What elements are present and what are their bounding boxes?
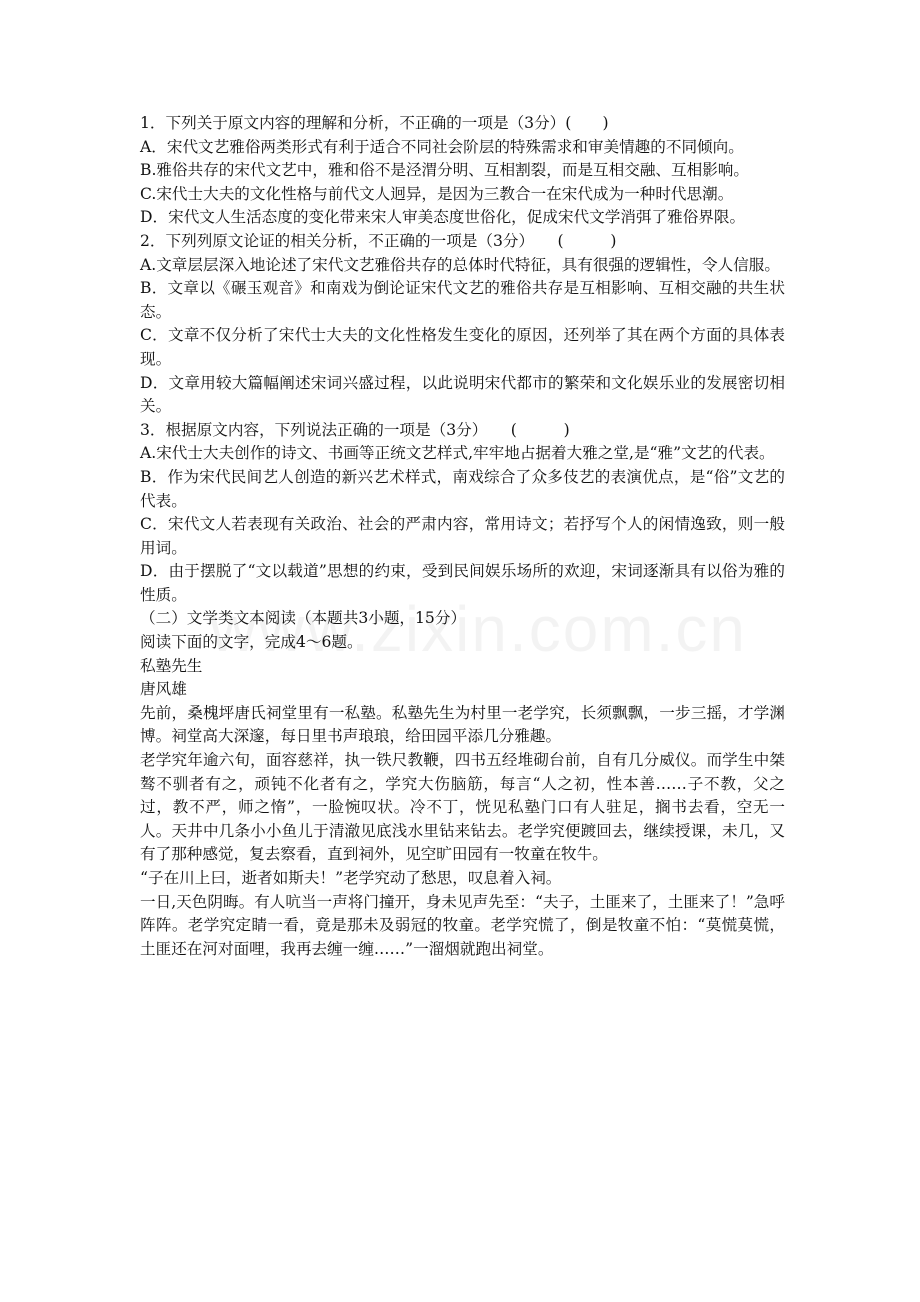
question-2-stem: 2．下列列原文论证的相关分析，不正确的一项是（3分） ( ) bbox=[140, 231, 617, 250]
question-2-option-a: A.文章层层深入地论述了宋代文艺雅俗共存的总体时代特征，具有很强的逻辑性，令人信服。 bbox=[140, 255, 780, 274]
question-3-option-b: B．作为宋代民间艺人创造的新兴艺术样式，南戏综合了众多伎艺的表演优点，是“俗”文艺的代表。 bbox=[140, 467, 785, 510]
question-2-option-d: D．文章用较大篇幅阐述宋词兴盛过程，以此说明宋代都市的繁荣和文化娱乐业的发展密切相关。 bbox=[140, 373, 785, 416]
question-1-stem: 1．下列关于原文内容的理解和分析，不正确的一项是（3分）( ) bbox=[140, 114, 609, 132]
question-3-option-d: D．由于摆脱了“文以载道”思想的约束，受到民间娱乐场所的欢迎，宋词逐渐具有以俗为雅的性质。 bbox=[140, 562, 785, 604]
question-1-option-c: C.宋代士大夫的文化性格与前代文人迥异，是因为三教合一在宋代成为一种时代思潮。 bbox=[140, 184, 734, 203]
question-1-option-a: A．宋代文艺雅俗两类形式有利于适合不同社会阶层的特殊需求和审美情趣的不同倾向。 bbox=[140, 137, 744, 156]
story-title: 私塾先生 bbox=[140, 656, 203, 675]
story-paragraph-4: 一日,天色阴晦。有人吭当一声将门撞开，身未见声先至：“夫子，土匪来了，土匪来了！”急呼阵阵。老学究定睛一看，竟是那未及弱冠的牧童。老学究慌了，倒是牧童不怕：“莫慌莫慌，土匪还在河对面哩，我再去缠一缠……”一溜烟就跑出祠堂。 bbox=[140, 892, 785, 958]
story-paragraph-3: “子在川上曰，逝者如斯夫！”老学究动了愁思，叹息着入祠。 bbox=[140, 869, 562, 887]
question-1-option-d: D．宋代文人生活态度的变化带来宋人审美态度世俗化，促成宋代文学消弭了雅俗界限。 bbox=[140, 208, 746, 227]
story-author: 唐风雄 bbox=[140, 680, 187, 699]
reading-instruction: 阅读下面的文字，完成4～6题。 bbox=[140, 633, 363, 652]
story-paragraph-2: 老学究年逾六旬，面容慈祥，执一铁尺教鞭，四书五经堆砌台前，自有几分威仪。而学生中桀骜不驯者有之，顽钝不化者有之，学究大伤脑筋，每言“人之初，性本善……子不教，父之过，教不严，师之惰”，一脸惋叹状。冷不丁，恍见私塾门口有人驻足，搁书去看，空无一人。天井中几条小小鱼儿于清澈见底浅水里钻来钻去。老学究便踱回去，继续授课，未几，又有了那种感觉，复去察看，直到祠外，见空旷田园有一牧童在牧牛。 bbox=[140, 751, 785, 864]
story-paragraph-1: 先前，桑槐坪唐氏祠堂里有一私塾。私塾先生为村里一老学究，长须飘飘，一步三摇，才学渊博。祠堂高大深邃，每日里书声琅琅，给田园平添几分雅趣。 bbox=[140, 703, 785, 746]
question-3-option-a: A.宋代士大夫创作的诗文、书画等正统文艺样式,牢牢地占据着大雅之堂,是“雅”文艺的代表。 bbox=[140, 444, 775, 463]
document-page bbox=[140, 112, 785, 961]
question-2-option-b: B．文章以《碾玉观音》和南戏为倒论证宋代文艺的雅俗共存是互相影响、互相交融的共生状态。 bbox=[140, 279, 785, 321]
section-heading: （二）文学类文本阅读（本题共3小题，15分） bbox=[140, 609, 467, 628]
question-2-option-c: C．文章不仅分析了宋代士大夫的文化性格发生变化的原因，还列举了其在两个方面的具体表现。 bbox=[140, 326, 785, 368]
question-3-stem: 3．根据原文内容，下列说法正确的一项是（3分） ( ) bbox=[140, 420, 570, 439]
question-3-option-c: C．宋代文人若表现有关政治、社会的严肃内容，常用诗文；若抒写个人的闲情逸致，则一般用词。 bbox=[140, 515, 785, 557]
question-1-option-b: B.雅俗共存的宋代文艺中，雅和俗不是泾渭分明、互相割裂，而是互相交融、互相影响。 bbox=[140, 161, 749, 180]
